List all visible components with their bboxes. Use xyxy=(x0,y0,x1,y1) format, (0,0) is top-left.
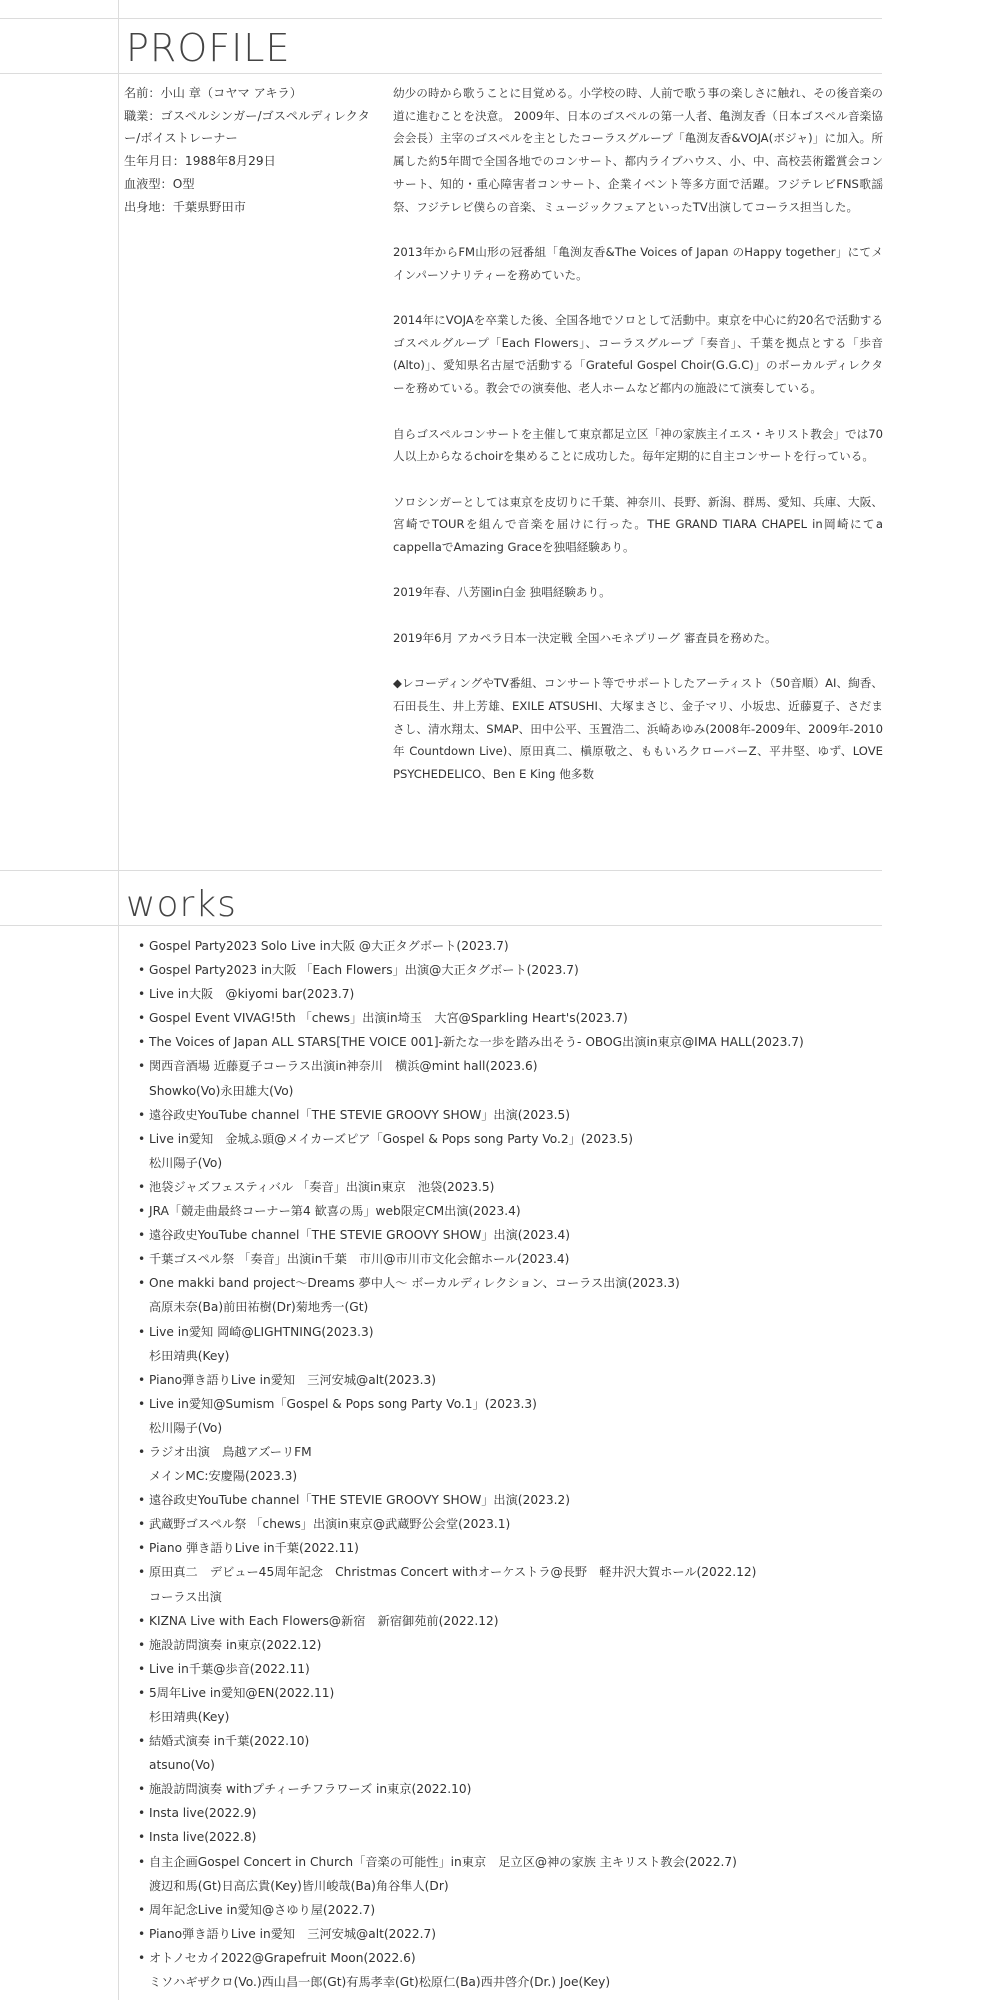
profile-occupation: 職業：ゴスペルシンガー/ゴスペルディレクター/ボイストレーナー xyxy=(124,108,370,146)
works-item-text: Gospel Party2023 in大阪 「Each Flowers」出演@大正タグボート(2023.7) xyxy=(149,963,579,978)
works-list-item xyxy=(138,1825,878,1849)
works-list-item xyxy=(138,1777,878,1801)
works-header-top-border xyxy=(0,870,882,871)
works-item-credits: 松川陽子(Vo) xyxy=(149,1420,223,1435)
bio-paragraph: 2019年6月 アカペラ日本一決定戦 全国ハモネプリーグ 審査員を務めた。 xyxy=(393,630,777,645)
works-list-item xyxy=(138,1271,878,1319)
works-item-text: KIZNA Live with Each Flowers@新宿 新宿御苑前(2022.12) xyxy=(149,1613,499,1628)
works-list-item xyxy=(138,1199,878,1223)
works-item-credits: コーラス出演 xyxy=(149,1589,222,1604)
bio-paragraph: 2014年にVOJAを卒業した後、全国各地でソロとして活動中。東京を中心に約20名で活動するゴスペルグループ「Each Flowers」、コーラスグループ「奏音」、千葉を拠点とする「歩音(Alto)」、愛知県名古屋で活動する「Grateful Gospel Choir(G.G.C)」のボーカルディレクターを務めている。教会での演奏他、老人ホームなど都内の施設にて演奏している。 xyxy=(393,313,883,396)
works-list-item xyxy=(138,1440,878,1488)
works-item-text: 周年記念Live in愛知@さゆり屋(2022.7) xyxy=(149,1902,376,1917)
works-list-item xyxy=(138,1223,878,1247)
works-list-item xyxy=(138,1633,878,1657)
bio-paragraph: ◆レコーディングやTV番組、コンサート等でサポートしたアーティスト（50音順）AI、絢香、石田長生、井上芳雄、EXILE ATSUSHI、大塚まさじ、金子マリ、小坂忠、近藤夏子、さだまさし、清水翔太、SMAP、田中公平、玉置浩二、浜崎あゆみ(2008年-2009年、2009年-2010年 Countdown Live)、原田真二、槇原敬之、ももいろクローバーZ、平井堅、ゆず、LOVE PSYCHEDELICO、Ben E King 他多数 xyxy=(393,676,883,781)
profile-birthplace: 出身地：千葉県野田市 xyxy=(124,199,246,214)
works-item-text: Live in愛知 金城ふ頭@メイカーズピア「Gospel & Pops song Party Vo.2」(2023.5) xyxy=(149,1131,633,1146)
works-list-item xyxy=(138,1560,878,1608)
works-item-text: The Voices of Japan ALL STARS[THE VOICE 001]-新たな一歩を踏み出そう- OBOG出演in東京@IMA HALL(2023.7) xyxy=(149,1035,804,1050)
works-item-text: 自主企画Gospel Concert in Church「音楽の可能性」in東京 足立区@神の家族 主キリスト教会(2022.7) xyxy=(149,1854,737,1869)
works-item-credits: 杉田靖典(Key) xyxy=(149,1348,230,1363)
works-list-item xyxy=(138,1681,878,1729)
works-list-item xyxy=(138,1054,878,1102)
profile-header-bottom-border xyxy=(0,73,882,74)
bio-paragraph: 2013年からFM山形の冠番組「亀渕友香&The Voices of Japan のHappy together」にてメインパーソナリティーを務めていた。 xyxy=(393,244,883,282)
works-list-item xyxy=(138,1609,878,1633)
profile-name: 名前：小山 章（コヤマ アキラ） xyxy=(124,86,302,100)
works-item-text: 5周年Live in愛知@EN(2022.11) xyxy=(149,1685,335,1700)
works-item-credits: 松川陽子(Vo) xyxy=(149,1155,223,1170)
works-list-item xyxy=(138,1512,878,1536)
works-item-text: 施設訪問演奏 in東京(2022.12) xyxy=(149,1637,322,1652)
works-list-item xyxy=(138,1657,878,1681)
profile-info xyxy=(124,82,386,218)
works-item-text: 千葉ゴスペル祭 「奏音」出演in千葉 市川@市川市文化会館ホール(2023.4) xyxy=(149,1252,570,1267)
works-list-item xyxy=(138,1392,878,1440)
works-list-item xyxy=(138,934,878,958)
works-item-credits: ミソハギザクロ(Vo.)西山昌一郎(Gt)有馬孝幸(Gt)松原仁(Ba)西井啓介(Dr.) Joe(Key) xyxy=(149,1975,611,1990)
works-list-item xyxy=(138,1247,878,1271)
works-list-item xyxy=(138,958,878,982)
works-item-text: Live in愛知 岡崎@LIGHTNING(2023.3) xyxy=(149,1324,374,1339)
works-item-credits: メインMC:安慶陽(2023.3) xyxy=(149,1469,298,1484)
works-list-item xyxy=(138,1922,878,1946)
works-item-text: JRA「競走曲最終コーナー第4 歓喜の馬」web限定CM出演(2023.4) xyxy=(149,1204,521,1219)
works-item-text: 遠谷政史YouTube channel「THE STEVIE GROOVY SHOW」出演(2023.5) xyxy=(149,1107,570,1122)
works-item-text: 遠谷政史YouTube channel「THE STEVIE GROOVY SHOW」出演(2023.4) xyxy=(149,1228,570,1243)
works-item-text: オトノセカイ2022@Grapefruit Moon(2022.6) xyxy=(149,1950,416,1965)
works-list-item xyxy=(138,1030,878,1054)
works-item-credits: 高原未奈(Ba)前田祐樹(Dr)菊地秀一(Gt) xyxy=(149,1300,369,1315)
works-item-text: Live in千葉@歩音(2022.11) xyxy=(149,1661,310,1676)
works-list-item xyxy=(138,1320,878,1368)
works-item-text: Gospel Event VIVAG!5th 「chews」出演in埼玉 大宮@Sparkling Heart's(2023.7) xyxy=(149,1011,628,1026)
works-list-item xyxy=(138,1898,878,1922)
works-list-item xyxy=(138,1103,878,1127)
works-item-credits: Showko(Vo)永田雄大(Vo) xyxy=(149,1083,294,1098)
bio-paragraph: 幼少の時から歌うことに目覚める。小学校の時、人前で歌う事の楽しさに触れ、その後音楽の道に進むことを決意。 2009年、日本のゴスペルの第一人者、亀渕友香（日本ゴスペル音楽協会会長）主宰のゴスペルを主としたコーラスグループ「亀渕友香&VOJA(ボジャ)」に加入。所属した約5年間で全国各地でのコンサート、都内ライブハウス、小、中、高校芸術鑑賞会コンサート、知的・重心障害者コンサート、企業イベント等多方面で活躍。フジテレビFNS歌謡祭、フジテレビ僕らの音楽、ミュージックフェアといったTV出演してコーラス担当した。 xyxy=(393,86,883,214)
works-list-item xyxy=(138,1729,878,1777)
works-item-text: 関西音酒場 近藤夏子コーラス出演in神奈川 横浜@mint hall(2023.6) xyxy=(149,1059,538,1074)
works-list-item xyxy=(138,1536,878,1560)
works-item-text: Piano弾き語りLive in愛知 三河安城@alt(2023.3) xyxy=(149,1372,437,1387)
profile-biography xyxy=(393,82,883,786)
works-list-item xyxy=(138,982,878,1006)
works-item-text: 遠谷政史YouTube channel「THE STEVIE GROOVY SHOW」出演(2023.2) xyxy=(149,1493,570,1508)
bio-paragraph: ソロシンガーとしては東京を皮切りに千葉、神奈川、長野、新潟、群馬、愛知、兵庫、大阪、宮崎でTOURを組んで音楽を届けに行った。THE GRAND TIARA CHAPEL in岡崎にてa cappellaでAmazing Graceを独唱経験あり。 xyxy=(393,494,883,554)
profile-blood-type: 血液型：O型 xyxy=(124,176,195,191)
works-item-text: Gospel Party2023 Solo Live in大阪 @大正タグボート(2023.7) xyxy=(149,939,509,953)
profile-birthday: 生年月日：1988年8月29日 xyxy=(124,154,276,169)
works-header-bottom-border xyxy=(0,925,882,926)
works-item-text: Live in愛知@Sumism「Gospel & Pops song Party Vo.1」(2023.3) xyxy=(149,1396,537,1411)
works-list-item xyxy=(138,1127,878,1175)
works-item-text: Live in大阪 @kiyomi bar(2023.7) xyxy=(149,987,355,1002)
works-item-text: 池袋ジャズフェスティバル 「奏音」出演in東京 池袋(2023.5) xyxy=(149,1179,495,1194)
works-list-item xyxy=(138,1006,878,1030)
profile-title: PROFILE xyxy=(126,26,291,70)
works-item-text: One makki band project～Dreams 夢中人～ ボーカルディレクション、コーラス出演(2023.3) xyxy=(149,1276,680,1291)
profile-header-top-border xyxy=(0,18,882,19)
works-item-text: Insta live(2022.9) xyxy=(149,1806,257,1821)
works-item-text: 結婚式演奏 in千葉(2022.10) xyxy=(149,1734,310,1749)
works-item-text: Insta live(2022.8) xyxy=(149,1830,257,1845)
works-list-item xyxy=(138,1801,878,1825)
works-list xyxy=(138,934,878,1994)
left-column-divider xyxy=(118,0,119,2000)
works-item-text: Piano 弾き語りLive in千葉(2022.11) xyxy=(149,1541,359,1556)
works-item-text: ラジオ出演 鳥越アズーリFM xyxy=(149,1444,312,1459)
works-item-credits: atsuno(Vo) xyxy=(149,1758,215,1773)
works-list-item xyxy=(138,1850,878,1898)
works-item-credits: 渡辺和馬(Gt)日高広貴(Key)皆川峻哉(Ba)角谷隼人(Dr) xyxy=(149,1878,449,1893)
works-item-text: 原田真二 デビュー45周年記念 Christmas Concert withオーケストラ@長野 軽井沢大賀ホール(2022.12) xyxy=(149,1565,757,1580)
works-list-item xyxy=(138,1488,878,1512)
works-item-credits: 杉田靖典(Key) xyxy=(149,1710,230,1724)
works-item-text: 施設訪問演奏 withプチィーチフラワーズ in東京(2022.10) xyxy=(149,1782,472,1797)
works-item-text: Piano弾き語りLive in愛知 三河安城@alt(2022.7) xyxy=(149,1926,437,1941)
works-list-item xyxy=(138,1368,878,1392)
works-list-item xyxy=(138,1946,878,1994)
works-list-item xyxy=(138,1175,878,1199)
works-item-text: 武蔵野ゴスペル祭 「chews」出演in東京@武蔵野公会堂(2023.1) xyxy=(149,1517,511,1532)
bio-paragraph: 自らゴスペルコンサートを主催して東京都足立区「神の家族主イエス・キリスト教会」では70人以上からなるchoirを集めることに成功した。毎年定期的に自主コンサートを行っている。 xyxy=(393,426,883,464)
works-title: works xyxy=(126,884,237,925)
bio-paragraph: 2019年春、八芳園in白金 独唱経験あり。 xyxy=(393,585,611,600)
